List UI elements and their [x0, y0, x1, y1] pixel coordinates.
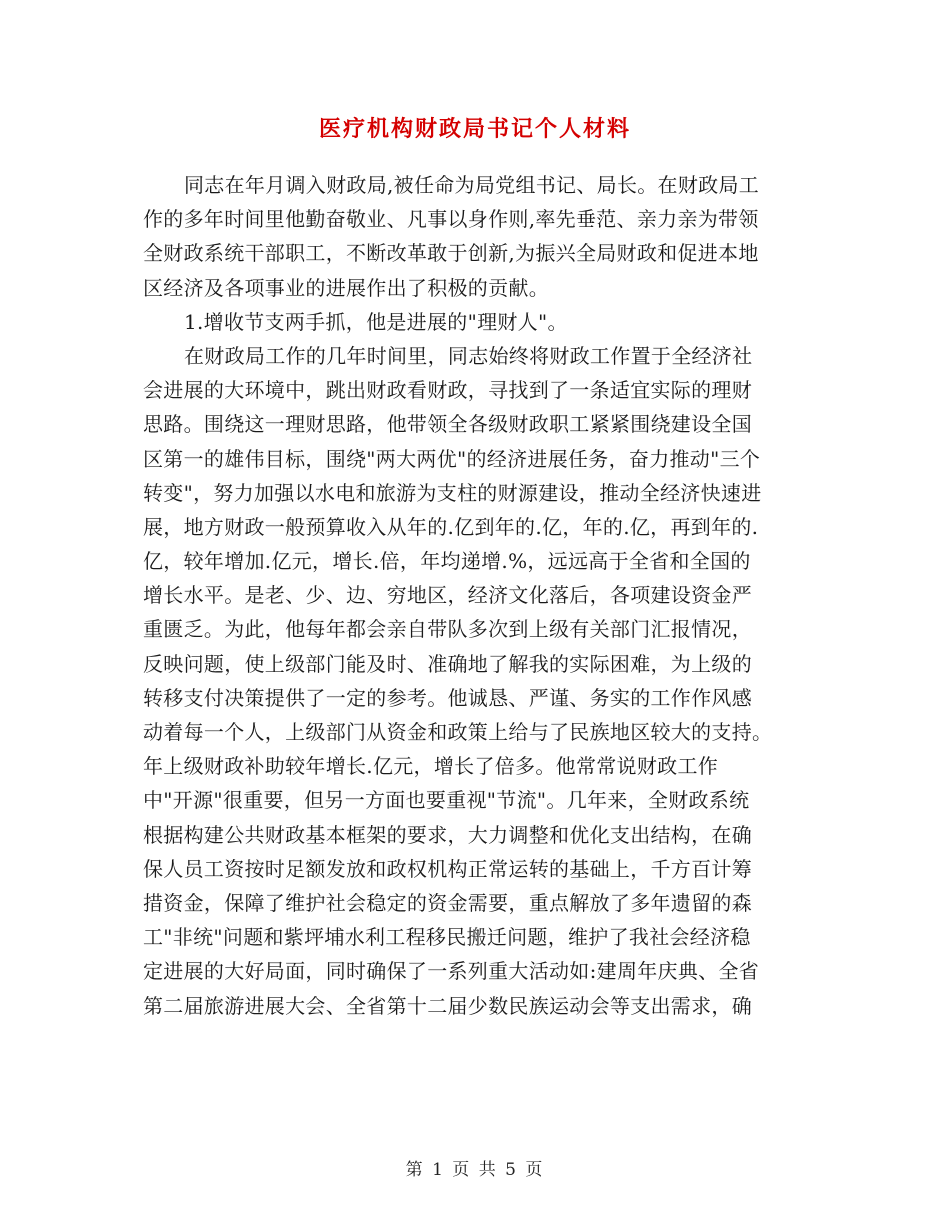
paragraph-line: 区第一的雄伟目标，围绕"两大两优"的经济进展任务，奋力推动"三个	[143, 446, 761, 471]
paragraph-line: 思路。围绕这一理财思路，他带领全各级财政职工紧紧围绕建设全国	[143, 412, 752, 437]
paragraph-line: 根据构建公共财政基本框架的要求，大力调整和优化支出结构，在确	[143, 822, 752, 847]
paragraph-line: 工"非统"问题和紫坪埔水利工程移民搬迁问题，维护了我社会经济稳	[143, 925, 751, 950]
paragraph-line: 在财政局工作的几年时间里，同志始终将财政工作置于全经济社	[184, 343, 753, 368]
document-title: 医疗机构财政局书记个人材料	[318, 116, 631, 142]
paragraph-line: 作的多年时间里他勤奋敬业、凡事以身作则,率先垂范、亲力亲为带领	[143, 207, 759, 232]
paragraph-line: 反映问题，使上级部门能及时、准确地了解我的实际困难，为上级的	[143, 651, 752, 676]
paragraph-line: 中"开源"很重要，但另一方面也要重视"节流"。几年来，全财政系统	[143, 788, 750, 813]
paragraph-line: 转变"，努力加强以水电和旅游为支柱的财源建设，推动全经济快速进	[143, 480, 762, 505]
paragraph-line: 年上级财政补助较年增长.亿元，增长了倍多。他常常说财政工作	[143, 754, 719, 779]
paragraph-line: 第二届旅游进展大会、全省第十二届少数民族运动会等支出需求，确	[143, 993, 752, 1018]
paragraph-line: 保人员工资按时足额发放和政权机构正常运转的基础上，千方百计筹	[143, 856, 752, 881]
paragraph-line: 亿，较年增加.亿元，增长.倍，年均递增.%，远远高于全省和全国的	[143, 549, 751, 574]
paragraph-line: 措资金，保障了维护社会稳定的资金需要，重点解放了多年遗留的森	[143, 890, 752, 915]
paragraph-line: 同志在年月调入财政局,被任命为局党组书记、局长。在财政局工	[184, 173, 760, 197]
paragraph-line: 全财政系统干部职工，不断改革敢于创新,为振兴全局财政和促进本地	[143, 241, 759, 266]
document-body	[143, 168, 803, 1023]
paragraph-line: 动着每一个人，上级部门从资金和政策上给与了民族地区较大的支持。	[143, 720, 773, 744]
paragraph-line: 增长水平。是老、少、边、穷地区，经济文化落后，各项建设资金严	[143, 583, 752, 608]
paragraph-line: 转移支付决策提供了一定的参考。他诚恳、严谨、务实的工作作风感	[143, 685, 752, 710]
paragraph-line: 展，地方财政一般预算收入从年的.亿到年的.亿，年的.亿，再到年的.	[143, 514, 759, 539]
paragraph-line: 区经济及各项事业的进展作出了积极的贡献。	[143, 275, 549, 300]
paragraph-line: 定进展的大好局面，同时确保了一系列重大活动如:建周年庆典、全省	[143, 959, 760, 984]
page-number-footer: 第 1 页 共 5 页	[405, 1160, 545, 1180]
paragraph-line: 会进展的大环境中，跳出财政看财政，寻找到了一条适宜实际的理财	[143, 378, 752, 403]
section-heading: 1.增收节支两手抓，他是进展的"理财人"。	[184, 309, 568, 334]
paragraph-line: 重匮乏。为此，他每年都会亲自带队多次到上级有关部门汇报情况，	[143, 617, 752, 642]
